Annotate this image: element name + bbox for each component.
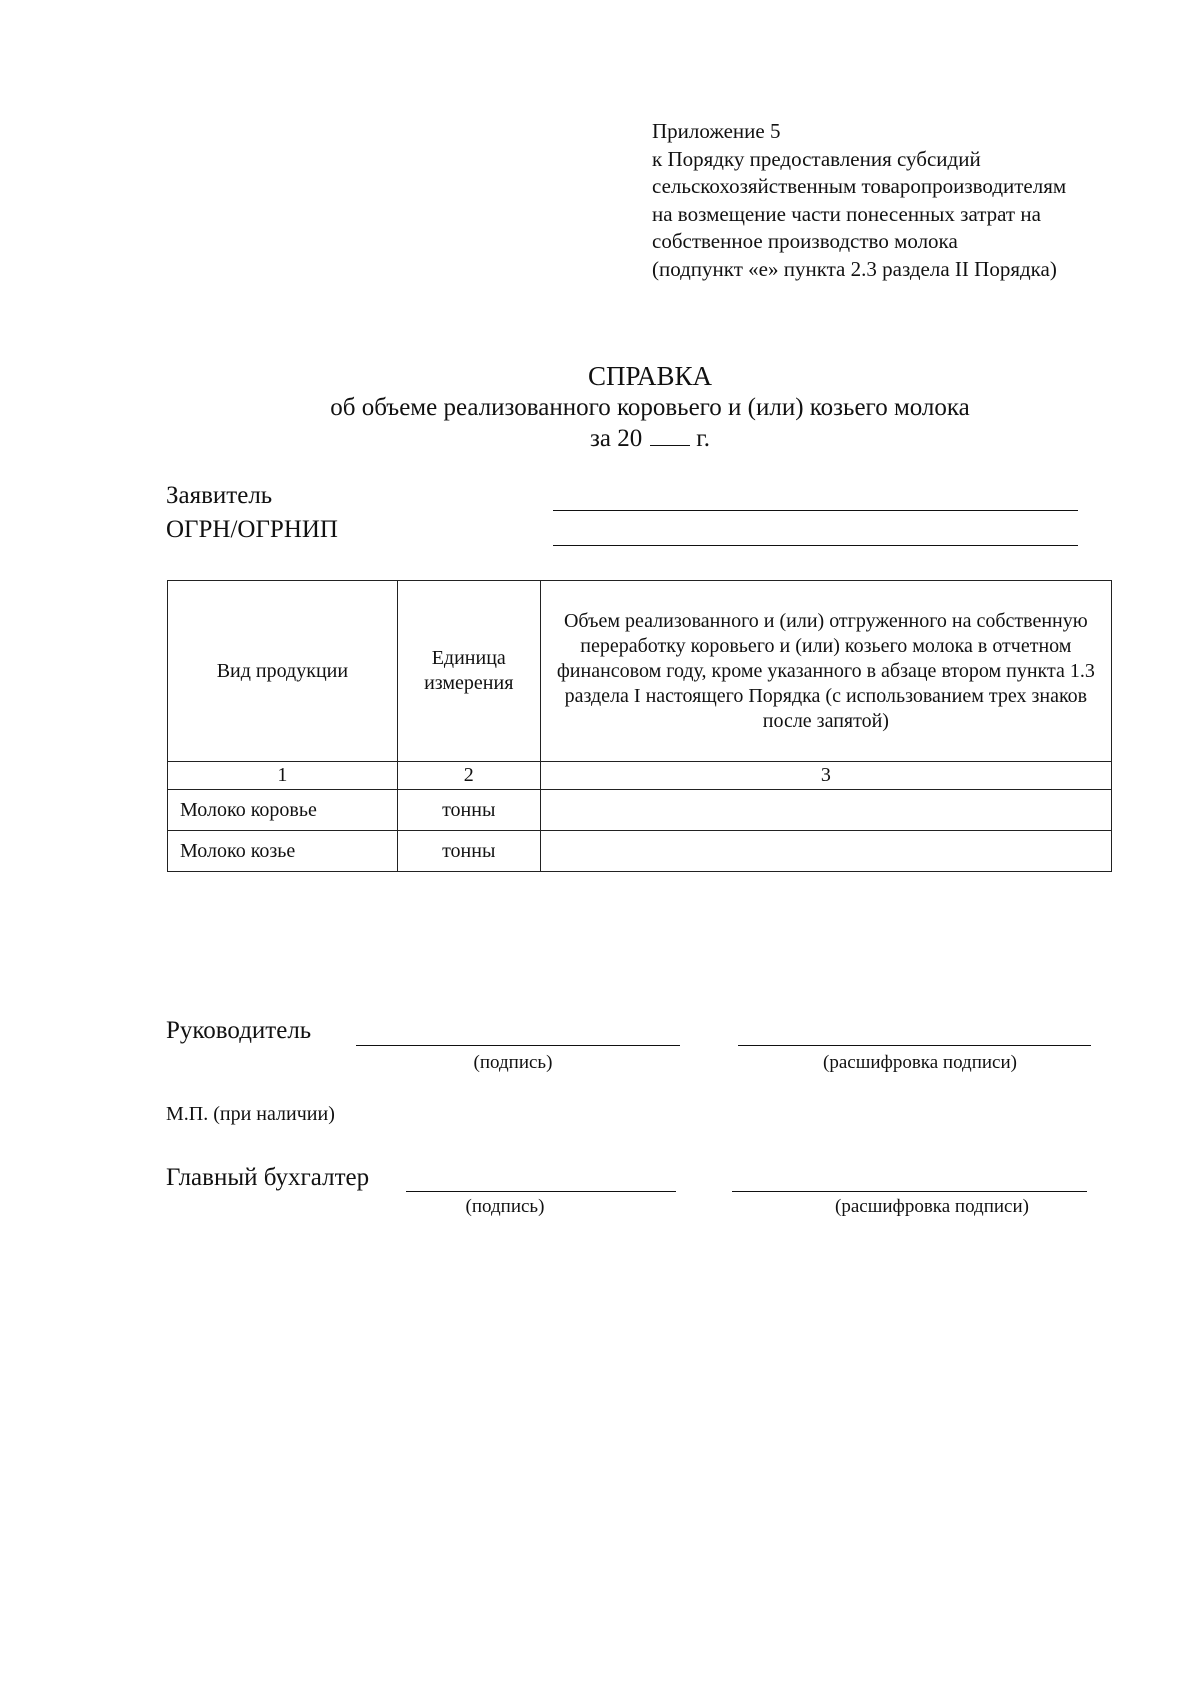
appendix-reference (652, 118, 1066, 283)
appendix-line: Приложение 5 (652, 119, 781, 143)
table-header-row (168, 581, 1112, 762)
appendix-line: сельскохозяйственным товаропроизводителям (652, 174, 1067, 198)
cell-product: Молоко козье (168, 831, 398, 872)
cell-volume[interactable] (540, 831, 1111, 872)
year-blank-field[interactable] (650, 425, 690, 446)
appendix-line: к Порядку предоставления субсидий (652, 146, 981, 171)
head-signature-caption: (подпись) (473, 1052, 553, 1073)
header-volume: Объем реализованного и (или) отгруженного на собственную переработку коровьего и (или) козьего молока в отчетном финансовом году, кроме указанного в абзаце втором пункта 1.3 раздела I настоящего Порядка (с использованием трех знаков после запятой) (540, 581, 1111, 762)
head-label: Руководитель (166, 1017, 312, 1044)
accountant-signature-line[interactable] (406, 1191, 676, 1192)
applicant-fill-line[interactable] (553, 510, 1078, 511)
table-row (168, 790, 1112, 831)
document-title (0, 360, 1200, 454)
accountant-decoding-caption: (расшифровка подписи) (835, 1196, 1029, 1217)
year-suffix: г. (696, 425, 710, 452)
year-prefix: за 20 (590, 425, 643, 452)
column-number: 3 (540, 762, 1111, 790)
appendix-line: на возмещение части понесенных затрат на (652, 201, 1041, 226)
table-column-numbers-row (168, 762, 1112, 790)
cell-unit: тонны (397, 790, 540, 831)
column-number: 1 (168, 762, 398, 790)
header-unit: Единица измерения (397, 581, 540, 762)
head-signature-line[interactable] (356, 1045, 680, 1046)
head-decoding-caption: (расшифровка подписи) (823, 1052, 1017, 1073)
cell-unit: тонны (397, 831, 540, 872)
appendix-line: (подпункт «е» пункта 2.3 раздела II Порядка) (652, 256, 1057, 281)
appendix-line: собственное производство молока (652, 229, 958, 253)
ogrn-fill-line[interactable] (553, 545, 1078, 546)
stamp-label: М.П. (при наличии) (166, 1103, 335, 1125)
header-product-type: Вид продукции (168, 581, 398, 762)
cell-volume[interactable] (540, 790, 1111, 831)
accountant-label: Главный бухгалтер (166, 1164, 370, 1191)
head-decoding-line[interactable] (738, 1045, 1091, 1046)
title-heading: СПРАВКА (587, 361, 713, 391)
cell-product: Молоко коровье (168, 790, 398, 831)
column-number: 2 (397, 762, 540, 790)
title-subtitle: об объеме реализованного коровьего и (или) козьего молока (330, 394, 970, 421)
title-year (0, 423, 1200, 454)
accountant-decoding-line[interactable] (732, 1191, 1087, 1192)
table-row (168, 831, 1112, 872)
ogrn-label: ОГРН/ОГРНИП (166, 516, 338, 543)
accountant-signature-caption: (подпись) (465, 1196, 545, 1217)
report-table (167, 580, 1112, 872)
applicant-label: Заявитель (166, 482, 273, 509)
